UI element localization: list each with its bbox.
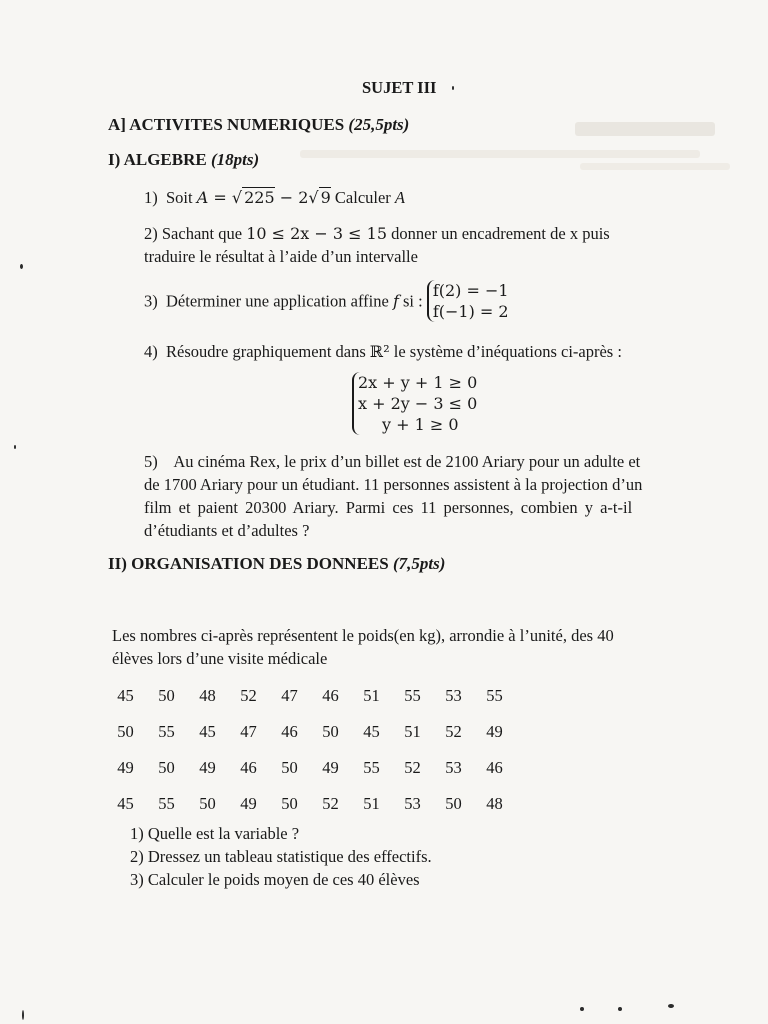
system-f: f(2) = −1 f(−1) = 2 — [427, 280, 509, 322]
table-cell: 53 — [404, 794, 421, 813]
table-cell: 50 — [322, 722, 339, 741]
table-cell: 55 — [486, 686, 503, 705]
section-i-heading: I) ALGEBRE (18pts) — [108, 150, 260, 169]
table-cell: 45 — [199, 722, 216, 741]
question-5: 5) Au cinéma Rex, le prix d’un billet est de 2100 Ariary pour un adulte et de 1700 Ariary pour un étudiant. 11 personnes assistent à la projection d’un film et paient 20300 Ariary. Parmi ces 11 personnes, combien y a-t-il d’étudiants et d’adultes ? — [144, 452, 643, 540]
bleed-through-smudge — [300, 150, 700, 158]
table-cell: 53 — [445, 758, 462, 777]
table-cell: 45 — [363, 722, 380, 741]
list-item: 2) Dressez un tableau statistique des effectifs. — [130, 847, 432, 866]
data-intro: Les nombres ci-après représentent le poids(en kg), arrondie à l’unité, des 40 élèves lors d’une visite médicale — [112, 626, 614, 668]
section-a-heading: A] ACTIVITES NUMERIQUES (25,5pts) — [108, 115, 410, 134]
question-4: 4) Résoudre graphiquement dans ℝ² le système d’inéquations ci-après : — [144, 342, 622, 361]
table-cell: 48 — [199, 686, 216, 705]
exam-title: SUJET III — [362, 78, 437, 97]
table-cell: 49 — [117, 758, 134, 777]
table-cell: 51 — [404, 722, 421, 741]
table-cell: 55 — [363, 758, 380, 777]
scan-speck — [618, 1007, 622, 1011]
question-1: 1) Soit A = √ 225 − 2√ 9 Calculer A — [144, 188, 406, 207]
bleed-through-smudge — [580, 163, 730, 170]
scan-speck — [14, 445, 16, 449]
scan-speck — [668, 1004, 674, 1008]
bleed-through-smudge — [575, 122, 715, 136]
table-cell: 50 — [117, 722, 134, 741]
list-item: 1) Quelle est la variable ? — [130, 824, 300, 843]
table-cell: 49 — [322, 758, 339, 777]
table-cell: 46 — [240, 758, 257, 777]
question-3: 3) Déterminer une application affine f si : f(2) = −1 f(−1) = 2 — [144, 281, 509, 321]
table-cell: 46 — [281, 722, 298, 741]
table-cell: 47 — [281, 686, 298, 705]
scan-speck — [20, 264, 23, 269]
table-cell: 50 — [281, 794, 298, 813]
table-cell: 45 — [117, 686, 134, 705]
table-cell: 55 — [158, 722, 175, 741]
table-cell: 50 — [445, 794, 462, 813]
scan-speck — [22, 1010, 24, 1020]
list-item: 3) Calculer le poids moyen de ces 40 élèves — [130, 870, 420, 889]
table-cell: 48 — [486, 794, 503, 813]
weights-table — [105, 678, 515, 822]
table-cell: 50 — [281, 758, 298, 777]
table-row — [105, 678, 515, 714]
table-cell: 50 — [158, 758, 175, 777]
table-cell: 50 — [158, 686, 175, 705]
system-inequations: 2x + y + 1 ≥ 0 x + 2y − 3 ≤ 0 y + 1 ≥ 0 — [352, 372, 477, 435]
table-row — [105, 714, 515, 750]
question-2: 2) Sachant que 10 ≤ 2x − 3 ≤ 15 donner un encadrement de x puis traduire le résultat à l’aide d’un intervalle — [144, 224, 610, 266]
table-cell: 46 — [322, 686, 339, 705]
table-cell: 51 — [363, 794, 380, 813]
question-list — [130, 822, 432, 891]
table-cell: 50 — [199, 794, 216, 813]
table-cell: 53 — [445, 686, 462, 705]
table-row — [105, 786, 515, 822]
table-cell: 45 — [117, 794, 134, 813]
table-cell: 47 — [240, 722, 257, 741]
table-cell: 55 — [158, 794, 175, 813]
scan-speck — [452, 86, 454, 90]
table-cell: 49 — [240, 794, 257, 813]
section-ii-heading: II) ORGANISATION DES DONNEES (7,5pts) — [108, 554, 446, 573]
table-cell: 49 — [199, 758, 216, 777]
scan-speck — [580, 1007, 584, 1011]
table-cell: 52 — [404, 758, 421, 777]
table-cell: 52 — [322, 794, 339, 813]
table-cell: 52 — [445, 722, 462, 741]
table-cell: 52 — [240, 686, 257, 705]
table-cell: 46 — [486, 758, 503, 777]
table-row — [105, 750, 515, 786]
table-cell: 55 — [404, 686, 421, 705]
table-cell: 51 — [363, 686, 380, 705]
table-cell: 49 — [486, 722, 503, 741]
